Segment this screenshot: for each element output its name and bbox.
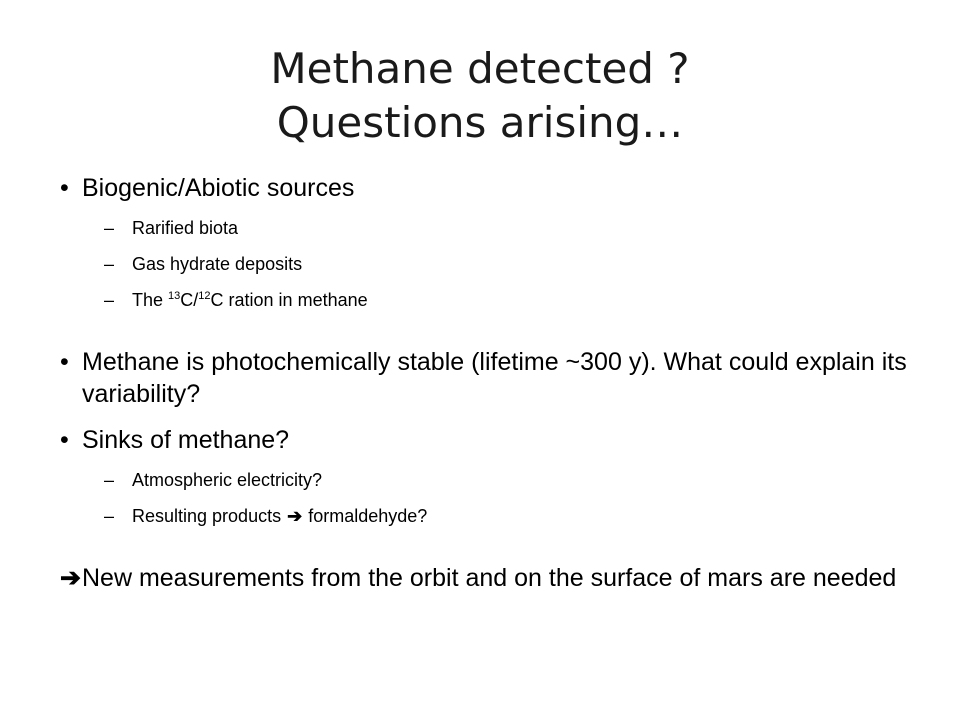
bullet-text: Sinks of methane?	[82, 426, 290, 454]
arrow-right-icon: ➔	[60, 564, 81, 592]
dash-icon: –	[104, 470, 115, 490]
sub-item-text-after: formaldehyde?	[308, 506, 428, 526]
ratio-sup-12: 12	[198, 290, 211, 302]
slide-content	[60, 172, 920, 594]
ratio-mid: C/	[180, 290, 199, 310]
sub-item-isotope-ratio	[60, 288, 920, 312]
bullet-text: Methane is photochemically stable (lifetime ~300 y). What could explain its variability?	[82, 348, 907, 408]
sub-item-rarified-biota	[60, 216, 920, 240]
conclusion-text: New measurements from the orbit and on the surface of mars are needed	[82, 564, 897, 592]
bullet-text: Biogenic/Abiotic sources	[82, 174, 355, 202]
sub-item-atmospheric-electricity	[60, 468, 920, 492]
dash-icon: –	[104, 290, 115, 310]
bullet-icon: •	[60, 426, 69, 454]
title-line-1: Methane detected ?	[270, 44, 690, 93]
sub-item-text: Atmospheric electricity?	[132, 470, 323, 490]
dash-icon: –	[104, 506, 115, 526]
sub-item-text: Rarified biota	[132, 218, 239, 238]
sub-item-resulting-products	[60, 504, 920, 528]
title-line-2: Questions arising…	[276, 98, 684, 147]
slide-title	[0, 42, 960, 150]
sub-item-gas-hydrate	[60, 252, 920, 276]
dash-icon: –	[104, 254, 115, 274]
arrow-right-icon: ➔	[287, 506, 303, 526]
bullet-icon: •	[60, 174, 69, 202]
ratio-sup-13: 13	[168, 290, 181, 302]
sub-item-text: Gas hydrate deposits	[132, 254, 303, 274]
bullet-sources	[60, 172, 920, 204]
ratio-suffix: C ration in methane	[210, 290, 368, 310]
ratio-prefix: The	[132, 290, 169, 310]
sub-item-text-before: Resulting products	[132, 506, 282, 526]
conclusion	[60, 562, 920, 594]
bullet-sinks	[60, 424, 920, 456]
bullet-stability	[60, 346, 920, 410]
dash-icon: –	[104, 218, 115, 238]
bullet-icon: •	[60, 348, 69, 376]
